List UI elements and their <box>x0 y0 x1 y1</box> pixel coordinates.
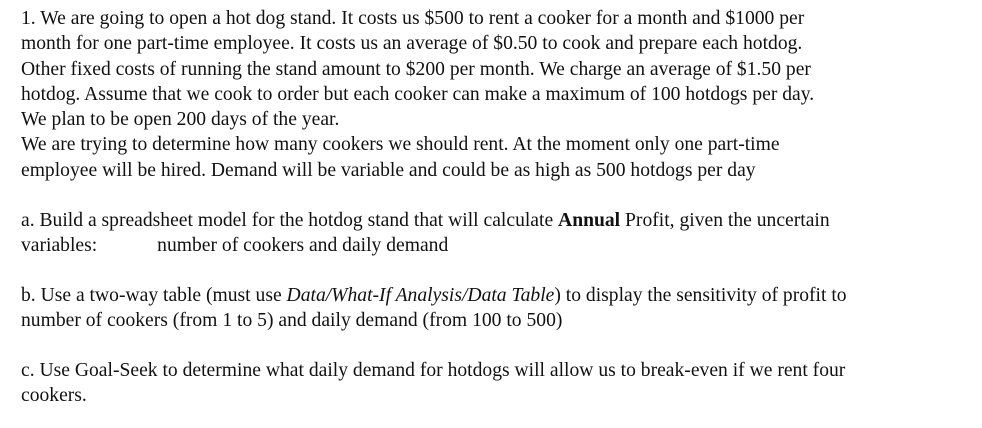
part-b-text-before: b. Use a two-way table (must use <box>21 284 287 306</box>
intro-line-6: We are trying to determine how many cookers we should rent. At the moment only one part-time <box>21 134 780 156</box>
intro-line-1: 1. We are going to open a hot dog stand. It costs us $500 to rent a cooker for a month and $1000 per <box>21 8 805 29</box>
part-a <box>21 208 971 259</box>
part-a-variables-text: number of cookers and daily demand <box>157 234 449 256</box>
part-b-line-2: number of cookers (from 1 to 5) and daily demand (from 100 to 500) <box>21 309 563 331</box>
part-c-line-2: cookers. <box>21 385 87 407</box>
part-b-line-1 <box>21 283 971 308</box>
part-a-line-1 <box>21 208 971 233</box>
part-c-line-1: c. Use Goal-Seek to determine what daily demand for hotdogs will allow us to break-even if we rent four <box>21 359 846 381</box>
part-a-text-after: Profit, given the uncertain <box>620 209 830 231</box>
part-a-text-before: a. Build a spreadsheet model for the hotdog stand that will calculate <box>21 209 559 231</box>
intro-line-2: month for one part-time employee. It costs us an average of $0.50 to cook and prepare each hotdog. <box>21 33 803 55</box>
paragraph-gap <box>21 183 971 208</box>
paragraph-gap <box>21 333 971 358</box>
part-a-bold-annual: Annual <box>558 209 621 231</box>
intro-line-7: employee will be hired. Demand will be variable and could be as high as 500 hotdogs per day <box>21 159 756 181</box>
part-b-italic-menu-path: Data/What-If Analysis/Data Table <box>286 284 555 306</box>
part-b <box>21 283 971 334</box>
part-c <box>21 358 971 409</box>
part-a-line-2 <box>21 233 971 258</box>
paragraph-gap <box>21 258 971 283</box>
intro-line-5: We plan to be open 200 days of the year. <box>21 109 340 131</box>
part-b-text-after: ) to display the sensitivity of profit to <box>554 284 847 306</box>
problem-intro <box>21 6 971 183</box>
problem-document <box>21 6 971 408</box>
intro-line-4: hotdog. Assume that we cook to order but each cooker can make a maximum of 100 hotdogs per day. <box>21 83 815 105</box>
part-a-variables-label: variables: <box>21 234 98 256</box>
intro-line-3: Other fixed costs of running the stand amount to $200 per month. We charge an average of $1.50 per <box>21 58 811 80</box>
